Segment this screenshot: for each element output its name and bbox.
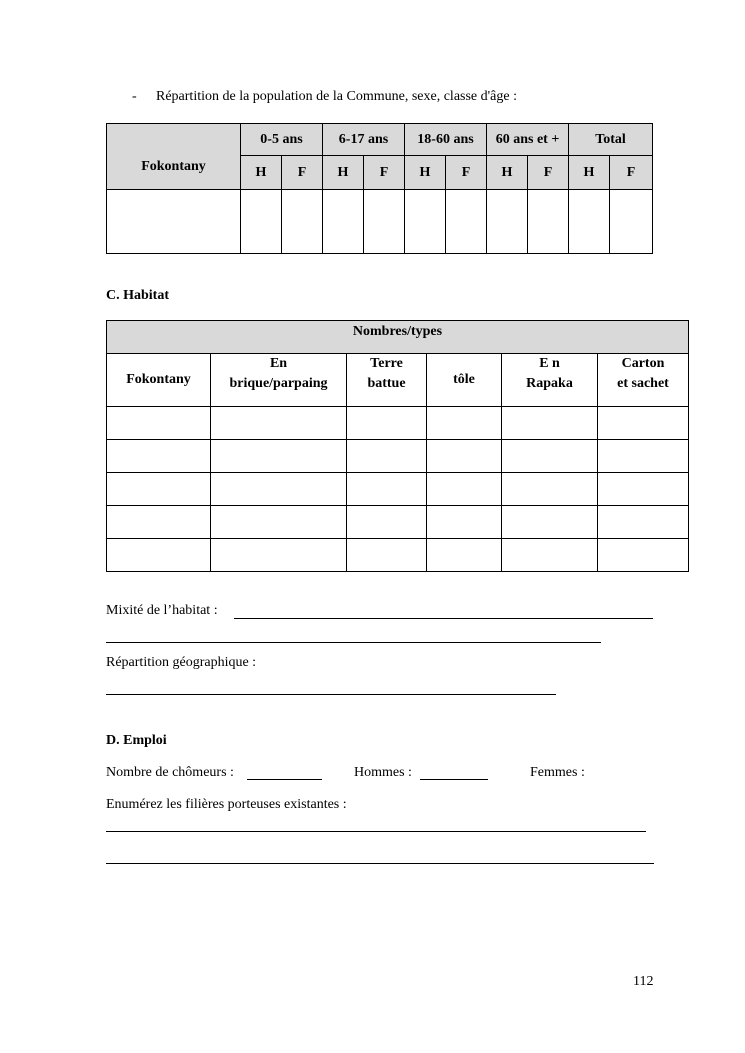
table-row <box>107 190 653 254</box>
table-cell[interactable] <box>107 506 211 539</box>
nombres-types-header: Nombres/types <box>107 321 689 354</box>
carton-header-line1: Carton <box>621 356 665 371</box>
population-intro: Répartition de la population de la Commune, sexe, classe d'âge : <box>156 89 517 104</box>
table-cell[interactable] <box>598 506 689 539</box>
emploi-heading: D. Emploi <box>106 733 167 748</box>
carton-header <box>598 354 689 407</box>
table-cell[interactable] <box>502 473 598 506</box>
table-cell[interactable] <box>211 440 347 473</box>
sex-h-header: H <box>487 156 528 190</box>
table-cell[interactable] <box>487 190 528 254</box>
sex-f-header: F <box>282 156 323 190</box>
table-cell[interactable] <box>347 473 427 506</box>
table-cell[interactable] <box>241 190 282 254</box>
repartition-answer-line[interactable] <box>106 694 556 695</box>
rapaka-header <box>502 354 598 407</box>
table-row <box>107 473 689 506</box>
table-cell[interactable] <box>211 539 347 572</box>
sex-f-header: F <box>446 156 487 190</box>
sex-f-header: F <box>364 156 405 190</box>
terre-battue-header <box>347 354 427 407</box>
page-number: 112 <box>633 974 654 989</box>
table-cell[interactable] <box>427 440 502 473</box>
rapaka-header-line2: Rapaka <box>526 376 573 391</box>
hommes-answer-line[interactable] <box>420 779 488 780</box>
brique-header <box>211 354 347 407</box>
table-cell[interactable] <box>502 407 598 440</box>
tole-header: tôle <box>427 354 502 407</box>
table-cell[interactable] <box>107 539 211 572</box>
list-bullet: - <box>132 89 137 104</box>
habitat-heading: C. Habitat <box>106 288 169 303</box>
table-cell[interactable] <box>347 506 427 539</box>
sex-h-header: H <box>569 156 610 190</box>
filieres-answer-line[interactable] <box>106 831 646 832</box>
sex-h-header: H <box>241 156 282 190</box>
table-cell[interactable] <box>446 190 487 254</box>
table-cell[interactable] <box>405 190 446 254</box>
table-cell[interactable] <box>598 407 689 440</box>
table-cell[interactable] <box>502 440 598 473</box>
age-group-header: 0-5 ans <box>241 124 323 156</box>
fokontany-header: Fokontany <box>107 354 211 407</box>
age-group-header: 18-60 ans <box>405 124 487 156</box>
table-cell[interactable] <box>610 190 653 254</box>
table-cell[interactable] <box>427 407 502 440</box>
rapaka-header-line1: E n <box>539 356 560 371</box>
table-row <box>107 440 689 473</box>
table-cell[interactable] <box>323 190 364 254</box>
table-row <box>107 407 689 440</box>
table-cell[interactable] <box>364 190 405 254</box>
fokontany-header: Fokontany <box>107 124 241 190</box>
femmes-label: Femmes : <box>530 765 585 780</box>
population-table <box>106 123 653 254</box>
table-cell[interactable] <box>598 473 689 506</box>
table-cell[interactable] <box>528 190 569 254</box>
table-cell[interactable] <box>347 539 427 572</box>
sex-h-header: H <box>405 156 446 190</box>
hommes-label: Hommes : <box>354 765 412 780</box>
habitat-table <box>106 320 689 572</box>
repartition-label: Répartition géographique : <box>106 655 257 670</box>
chomeurs-label: Nombre de chômeurs : <box>106 765 234 780</box>
sex-f-header: F <box>528 156 569 190</box>
carton-header-line2: et sachet <box>617 376 669 391</box>
table-cell[interactable] <box>347 407 427 440</box>
table-cell[interactable] <box>347 440 427 473</box>
age-group-header: Total <box>569 124 653 156</box>
terre-header-line2: battue <box>367 376 406 391</box>
table-cell[interactable] <box>211 407 347 440</box>
chomeurs-answer-line[interactable] <box>247 779 322 780</box>
table-cell[interactable] <box>427 539 502 572</box>
filieres-label: Enumérez les filières porteuses existantes : <box>106 797 347 812</box>
table-cell[interactable] <box>598 539 689 572</box>
table-cell[interactable] <box>211 506 347 539</box>
terre-header-line1: Terre <box>370 356 403 371</box>
mixite-answer-line-2[interactable] <box>106 642 601 643</box>
table-cell[interactable] <box>427 473 502 506</box>
table-cell[interactable] <box>282 190 323 254</box>
table-cell[interactable] <box>107 190 241 254</box>
table-cell[interactable] <box>598 440 689 473</box>
table-cell[interactable] <box>502 539 598 572</box>
brique-header-line1: En <box>269 356 288 371</box>
mixite-answer-line[interactable] <box>234 618 653 619</box>
table-cell[interactable] <box>502 506 598 539</box>
table-cell[interactable] <box>107 473 211 506</box>
table-cell[interactable] <box>569 190 610 254</box>
table-cell[interactable] <box>107 407 211 440</box>
table-cell[interactable] <box>211 473 347 506</box>
mixite-label: Mixité de l’habitat : <box>106 603 218 618</box>
table-row <box>107 506 689 539</box>
filieres-answer-line-2[interactable] <box>106 863 654 864</box>
brique-header-line2: brique/parpaing <box>229 376 328 391</box>
table-cell[interactable] <box>427 506 502 539</box>
age-group-header: 60 ans et + <box>487 124 569 156</box>
sex-f-header: F <box>610 156 653 190</box>
sex-h-header: H <box>323 156 364 190</box>
table-cell[interactable] <box>107 440 211 473</box>
table-row <box>107 539 689 572</box>
age-group-header: 6-17 ans <box>323 124 405 156</box>
